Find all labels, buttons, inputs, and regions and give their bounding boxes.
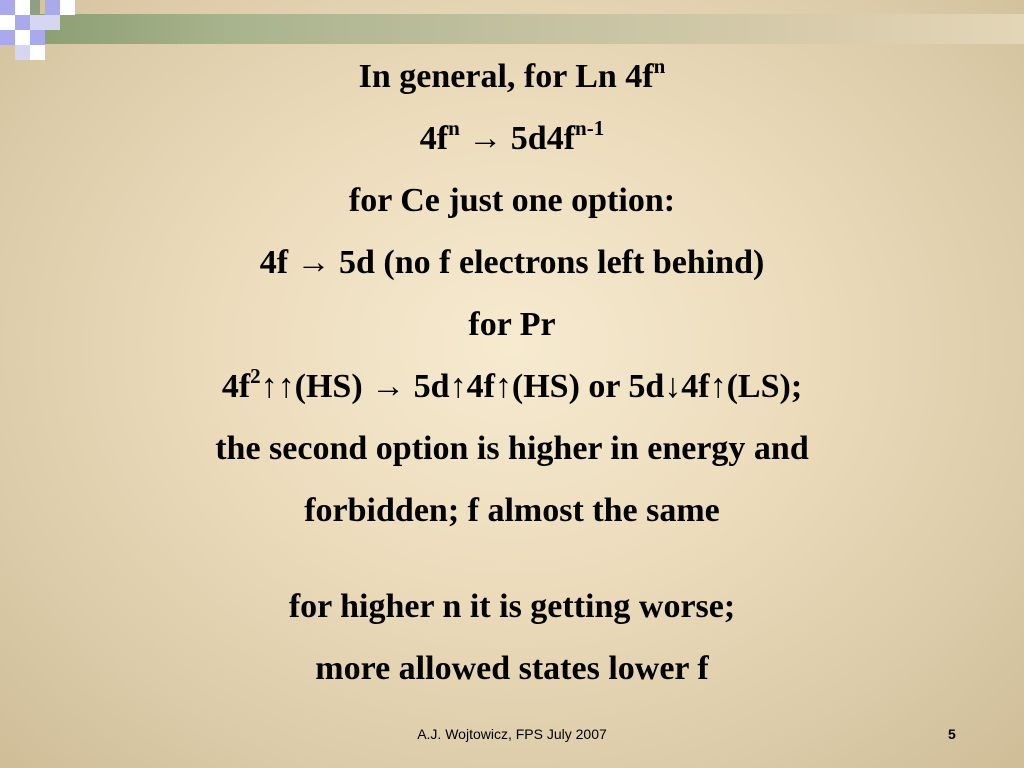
slide-line-10: more allowed states lower f	[315, 650, 709, 687]
footer-author: A.J. Wojtowicz, FPS July 2007	[417, 726, 607, 742]
slide-line-8: forbidden; f almost the same	[304, 492, 720, 529]
slide-line-7: the second option is higher in energy and	[215, 430, 809, 467]
header-decor-band	[40, 14, 1024, 44]
slide-line-4: 4f → 5d (no f electrons left behind)	[259, 244, 765, 281]
slide-line-2: $4f^n \to 5d4f^{n-1}$	[419, 116, 605, 157]
slide-line-9: for higher n it is getting worse;	[288, 588, 736, 625]
slide-body	[0, 50, 1024, 704]
slide-line-1: In general, for Ln $4f^n$	[358, 54, 666, 95]
slide-line-5: for Pr	[468, 306, 556, 343]
slide-line-6: $4f^2↑↑(HS)$ → 5d↑4f↑(HS) or 5d↓4f↑(LS);	[221, 364, 803, 405]
slide-line-3: for Ce just one option:	[348, 182, 676, 219]
page-number: 5	[948, 726, 956, 742]
